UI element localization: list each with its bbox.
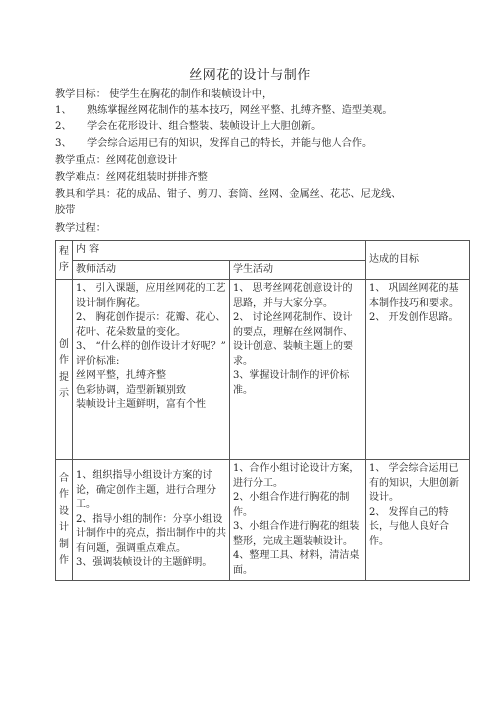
table-row: [56, 460, 470, 581]
goal-heading: 教学目标： 使学生在胸花的制作和装帧设计中，: [55, 89, 273, 100]
key-point: 教学重点：丝网花创意设计: [55, 155, 178, 166]
goal-text: 学会在花形设计、组合整装、装帧设计上大胆创新。: [87, 121, 322, 132]
goal-item-2: [55, 120, 475, 134]
goal-number: 1、: [55, 105, 72, 116]
header-student: 学生活动: [230, 260, 366, 280]
goal-cell: 1、 学会综合运用已有的知识，大胆创新设计。 2、 发挥自己的特长，与他人良好合作。: [366, 460, 470, 581]
stage-cell: 合作设计制作: [56, 460, 73, 581]
goal-text: 熟练掌握丝网花制作的基本技巧，网丝平整、扎缚齐整、造型美观。: [87, 105, 393, 116]
teacher-cell: 1、组织指导小组设计方案的讨论，确定创作主题，进行合理分工。 2、指导小组的制作：分享小组设计制作中的亮点，指出制作中的共有问题，强调重点难点。 3、强调装帧设计的主题鲜明。: [73, 460, 230, 581]
goal-cell: 1、 巩固丝网花的基本制作技巧和要求。 2、 开发创作思路。: [366, 280, 470, 460]
header-teacher: 教师活动: [73, 260, 230, 280]
tools-line-2: 胶带: [55, 205, 76, 216]
header-content: 内 容: [73, 241, 366, 261]
goal-number: 2、: [55, 121, 72, 132]
tools-line-1: 教具和学具：花的成品、钳子、剪刀、套筒、丝网、金属丝、花芯、尼龙线、: [55, 189, 402, 200]
document-title: 丝网花的设计与制作: [189, 68, 311, 83]
process-heading: 教学过程：: [55, 223, 106, 234]
header-process: 程序: [56, 241, 73, 280]
header-goal: 达成的目标: [366, 241, 470, 280]
student-cell: 1、合作小组讨论设计方案，进行分工。 2、小组合作进行胸花的制作。 3、小组合作进行胸花的组装整形，完成主题装帧设计。 4、整理工具、材料，清洁桌面。: [230, 460, 366, 581]
student-cell: 1、 思考丝网花创意设计的思路，并与大家分享。 2、 讨论丝网花制作、设计的要点，理解在丝网制作、设计创意、装帧主题上的要求。 3、掌握设计制作的评价标准。: [230, 280, 366, 460]
goal-number: 3、: [55, 138, 72, 149]
stage-cell: 创作提示: [56, 280, 73, 460]
lesson-table: [55, 240, 470, 581]
teacher-cell: 1、 引入课题，应用丝网花的工艺设计制作胸花。 2、 胸花创作提示：花瓣、花心、花叶、花朵数量的变化。 3、 “什么样的创作设计才好呢？” 评价标准: 丝网平整，扎缚齐整 色彩协调，造型新颖别致 装帧设计主题鲜明，富有个性: [73, 280, 230, 460]
table-row: [56, 280, 470, 460]
goal-text: 学会综合运用已有的知识，发挥自己的特长，并能与他人合作。: [87, 138, 373, 149]
goal-item-3: [55, 137, 475, 151]
difficulty: 教学难点：丝网花组装时拼排齐整: [55, 172, 208, 183]
table-header-row: [56, 241, 470, 261]
goal-item-1: [55, 104, 475, 118]
